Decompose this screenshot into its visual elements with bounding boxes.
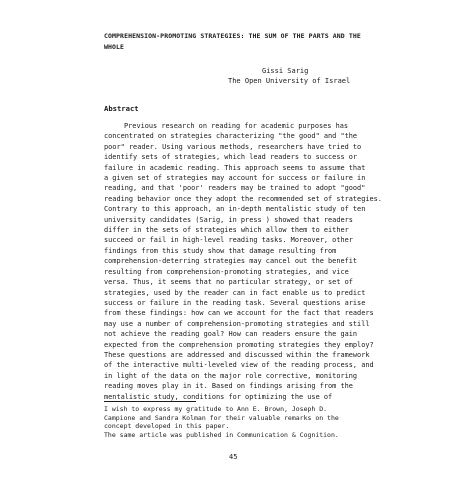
abstract-line: Previous research on reading for academic purposes has <box>124 122 349 130</box>
abstract-body <box>104 121 390 402</box>
author-name: Gissi Sarig <box>262 67 309 75</box>
abstract-line: succeed or fail in high-level reading tasks. Moreover, other <box>104 236 353 245</box>
footnote <box>104 405 384 439</box>
abstract-line: reading, and that 'poor' readers may be trained to adopt "good" <box>104 184 366 193</box>
abstract-line: concentrated on strategies characterizing "the good" and "the <box>104 132 358 141</box>
abstract-line: Contrary to this approach, an in-depth mentalistic study of ten <box>104 205 366 214</box>
title-line: WHOLE <box>104 43 125 51</box>
paper-title <box>104 31 404 53</box>
author-affiliation: The Open University of Israel <box>228 77 351 85</box>
title-line: COMPREHENSION-PROMOTING STRATEGIES: THE SUM OF THE PARTS AND THE <box>104 32 361 40</box>
abstract-line: reading moves play in it. Based on findings arising from the <box>104 382 353 391</box>
abstract-line: resulting from comprehension-promoting strategies, and vice <box>104 267 349 276</box>
abstract-line: versa. Thus, it seems that no particular strategy, or set of <box>104 278 353 287</box>
abstract-line: expected from the comprehension promoting strategies they employ? <box>104 340 374 349</box>
abstract-line: findings from this study show that damage resulting from <box>104 246 337 255</box>
author-block <box>228 66 378 86</box>
abstract-heading: Abstract <box>104 104 139 113</box>
abstract-line: from these findings: how can we account for the fact that readers <box>104 309 374 318</box>
abstract-line: mentalistic study, conditions for optimizing the use of <box>104 392 333 401</box>
abstract-line: reading behavior once they adopt the recommended set of strategies. <box>104 194 382 203</box>
abstract-line: of the interactive multi-leveled view of the reading process, and <box>104 361 374 370</box>
abstract-line: a given set of strategies may account for success or failure in <box>104 174 366 183</box>
abstract-line: may use a number of comprehension-promoting strategies and still <box>104 319 370 328</box>
abstract-line: These questions are addressed and discussed within the framework <box>104 350 370 359</box>
abstract-line: strategies, used by the reader can in fact enable us to predict <box>104 288 366 297</box>
abstract-line: success or failure in the reading task. Several questions arise <box>104 298 366 307</box>
abstract-line: university candidates (Sarig, in press ) showed that readers <box>104 215 353 224</box>
footnote-divider <box>104 401 196 402</box>
abstract-line: failure in academic reading. This approach seems to assume that <box>104 163 366 172</box>
footnote-line: I wish to express my gratitude to Ann E. Brown, Joseph D. <box>104 405 328 413</box>
page-number: 45 <box>229 453 238 461</box>
abstract-line: comprehension-deterring strategies may cancel out the benefit <box>104 257 358 266</box>
footnote-line: The same article was published in Communication & Cognition. <box>104 430 339 439</box>
abstract-line: identify sets of strategies, which lead readers to success or <box>104 153 358 162</box>
abstract-line: not achieve the reading goal? How can readers ensure the gain <box>104 330 358 339</box>
abstract-line: poor" reader. Using various methods, researchers have tried to <box>104 142 362 151</box>
abstract-line: in light of the data on the major role corrective, monitoring <box>104 371 358 380</box>
footnote-line: Campione and Sandra Kolman for their valuable remarks on the <box>104 413 339 422</box>
abstract-line: differ in the sets of strategies which allow them to either <box>104 226 349 235</box>
footnote-line: concept developed in this paper. <box>104 422 230 431</box>
